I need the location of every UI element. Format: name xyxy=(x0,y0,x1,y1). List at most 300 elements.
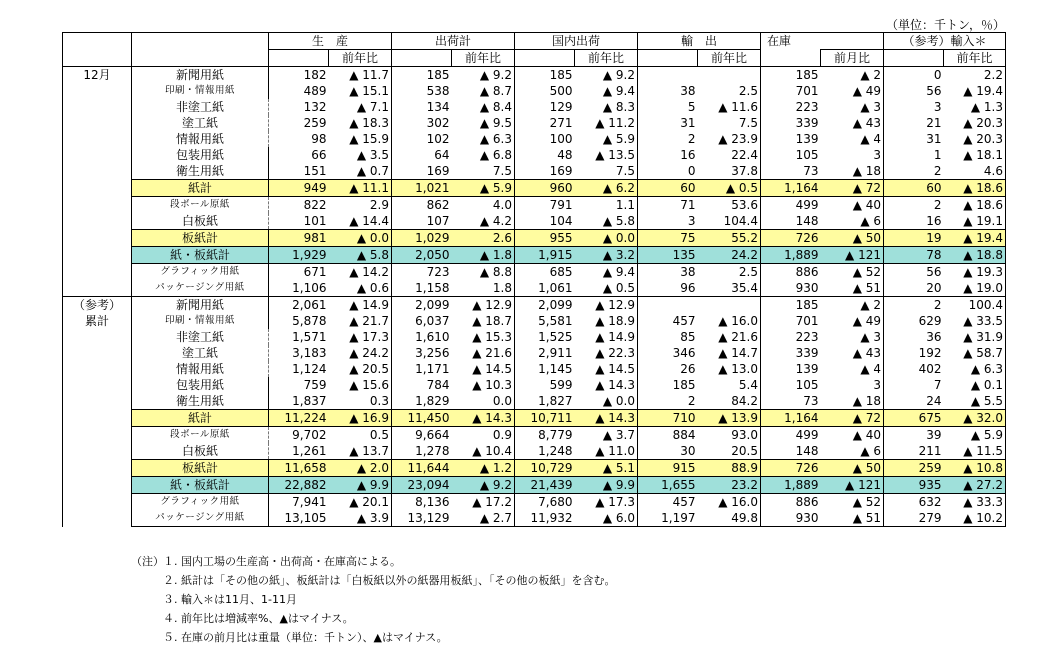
table-row xyxy=(63,180,1006,197)
table-row xyxy=(63,264,1006,281)
row-label: 塗工紙 xyxy=(132,345,269,361)
row-label: 紙計 xyxy=(132,180,269,197)
table-row xyxy=(63,297,1006,314)
cell-imports-yoy: ▲ 19.1 xyxy=(944,213,1006,230)
cell-shipments: 6,037 xyxy=(392,313,452,329)
cell-exports-yoy: ▲ 0.5 xyxy=(698,180,761,197)
cell-exports: 457 xyxy=(638,494,698,511)
cell-inventory: 701 xyxy=(761,313,821,329)
cell-production-yoy: 0.5 xyxy=(369,428,389,442)
cell-exports-yoy: 23.2 xyxy=(698,477,761,494)
note-text: 紙計は「その他の紙」、板紙計は「白板紙以外の紙器用板紙」、「その他の板紙」を含む。 xyxy=(181,574,616,587)
cell-imports: 2 xyxy=(884,197,944,214)
cell-domestic: 960 xyxy=(515,180,575,197)
cell-imports-yoy: ▲ 20.3 xyxy=(944,115,1006,131)
cell-production: 981 xyxy=(269,230,329,247)
cell-shipments: 538 xyxy=(392,83,452,99)
table-row xyxy=(63,163,1006,180)
cell-imports: 259 xyxy=(884,460,944,477)
cell-inventory: 1,164 xyxy=(761,410,821,427)
cell-production-yoy: ▲ 24.2 xyxy=(349,346,389,360)
cell-production: 1,837 xyxy=(292,394,327,408)
cell-shipments: 2,099 xyxy=(392,297,452,314)
cell-production-yoy: 0.3 xyxy=(369,394,389,408)
cell-inventory-mom: ▲ 43 xyxy=(852,346,881,360)
cell-imports-yoy: ▲ 6.3 xyxy=(944,361,1006,377)
header-domestic-shipments: 国内出荷 xyxy=(515,33,638,50)
cell-inventory-mom: ▲ 72 xyxy=(821,180,884,197)
cell-production-yoy: ▲ 9.9 xyxy=(329,477,392,494)
cell-domestic: 10,711 xyxy=(515,410,575,427)
cell-inventory-mom: ▲ 43 xyxy=(852,116,881,130)
cell-production-yoy: ▲ 5.8 xyxy=(329,247,392,264)
cell-production-yoy: ▲ 7.1 xyxy=(356,100,389,114)
cell-exports-yoy: 7.5 xyxy=(738,116,758,130)
row-label: 情報用紙 xyxy=(132,131,269,147)
cell-inventory: 223 xyxy=(761,329,821,345)
cell-exports-yoy: ▲ 23.9 xyxy=(718,132,758,146)
table-row xyxy=(63,115,1006,131)
cell-production: 9,702 xyxy=(292,428,327,442)
cell-production-yoy: 2.9 xyxy=(369,198,389,212)
cell-inventory: 886 xyxy=(761,264,821,281)
row-label: 非塗工紙 xyxy=(132,329,269,345)
row-label: 新聞用紙 xyxy=(132,297,269,314)
row-label: 衛生用紙 xyxy=(132,393,269,410)
note-line xyxy=(131,609,616,628)
cell-domestic: 185 xyxy=(515,67,575,84)
section-label-line: （参考） xyxy=(72,298,121,312)
cell-domestic-yoy: ▲ 18.9 xyxy=(595,314,635,328)
cell-exports: 5 xyxy=(638,99,698,115)
cell-domestic-yoy: ▲ 14.3 xyxy=(575,410,638,427)
cell-imports-yoy: ▲ 33.3 xyxy=(944,494,1006,511)
header-imports-yoy: 前年比 xyxy=(944,50,1006,67)
cell-domestic-yoy: ▲ 17.3 xyxy=(595,495,635,509)
cell-imports-yoy: ▲ 58.7 xyxy=(944,345,1006,361)
row-label: パッケージング用紙 xyxy=(132,280,269,297)
cell-imports: 3 xyxy=(884,99,944,115)
cell-domestic-yoy: ▲ 22.3 xyxy=(595,346,635,360)
row-label: 段ボール原紙 xyxy=(132,427,269,444)
cell-exports: 135 xyxy=(638,247,698,264)
cell-shipments: 134 xyxy=(392,99,452,115)
cell-production-yoy: ▲ 20.1 xyxy=(349,495,389,509)
cell-domestic-yoy: 1.1 xyxy=(615,198,635,212)
cell-shipments-yoy: ▲ 5.9 xyxy=(452,180,515,197)
cell-domestic-yoy: ▲ 14.5 xyxy=(595,362,635,376)
cell-shipments: 1,278 xyxy=(392,443,452,460)
cell-imports: 629 xyxy=(884,313,944,329)
cell-exports: 85 xyxy=(638,329,698,345)
cell-shipments: 862 xyxy=(392,197,452,214)
header-domestic-yoy: 前年比 xyxy=(575,50,638,67)
header-shipments-value xyxy=(392,50,452,67)
cell-imports-yoy: ▲ 1.3 xyxy=(944,99,1006,115)
note-text: 在庫の前月比は重量（単位：千トン）、▲はマイナス。 xyxy=(181,631,448,644)
cell-domestic: 1,915 xyxy=(515,247,575,264)
cell-shipments: 185 xyxy=(392,67,452,84)
cell-exports-yoy xyxy=(698,297,761,314)
row-label: グラフィック用紙 xyxy=(132,494,269,511)
cell-shipments: 107 xyxy=(392,213,452,230)
note-line xyxy=(131,571,616,590)
cell-production: 1,571 xyxy=(292,330,327,344)
cell-shipments: 1,158 xyxy=(392,280,452,297)
cell-imports: 36 xyxy=(884,329,944,345)
cell-inventory-mom: ▲ 40 xyxy=(852,198,881,212)
cell-domestic: 500 xyxy=(515,83,575,99)
cell-imports-yoy: ▲ 19.0 xyxy=(944,280,1006,297)
cell-domestic: 955 xyxy=(515,230,575,247)
note-text: 国内工場の生産高・出荷高・在庫高による。 xyxy=(181,555,401,568)
cell-imports: 2 xyxy=(884,163,944,180)
header-exports-yoy: 前年比 xyxy=(698,50,761,67)
cell-domestic: 2,911 xyxy=(515,345,575,361)
cell-exports-yoy: ▲ 16.0 xyxy=(718,314,758,328)
cell-inventory-mom: ▲ 51 xyxy=(821,510,884,527)
cell-domestic-yoy: ▲ 5.9 xyxy=(602,132,635,146)
cell-inventory-mom: ▲ 3 xyxy=(860,100,881,114)
cell-exports: 915 xyxy=(638,460,698,477)
cell-domestic: 7,680 xyxy=(515,494,575,511)
cell-exports-yoy: ▲ 13.0 xyxy=(718,362,758,376)
cell-production: 182 xyxy=(269,67,329,84)
cell-shipments-yoy: ▲ 15.3 xyxy=(472,330,512,344)
cell-exports: 38 xyxy=(638,83,698,99)
cell-shipments-yoy: ▲ 1.2 xyxy=(452,460,515,477)
cell-exports: 185 xyxy=(638,377,698,393)
cell-production: 1,106 xyxy=(292,281,327,295)
cell-inventory-mom: 3 xyxy=(873,378,881,392)
cell-shipments-yoy: ▲ 14.3 xyxy=(452,410,515,427)
cell-shipments: 11,644 xyxy=(392,460,452,477)
cell-inventory-mom: ▲ 121 xyxy=(821,477,884,494)
cell-inventory-mom: ▲ 121 xyxy=(821,247,884,264)
cell-exports: 2 xyxy=(638,393,698,410)
cell-domestic-yoy: ▲ 9.9 xyxy=(575,477,638,494)
cell-shipments: 1,829 xyxy=(392,393,452,410)
cell-inventory: 1,164 xyxy=(761,180,821,197)
header-inventory-mom: 前月比 xyxy=(821,50,884,67)
cell-imports: 632 xyxy=(884,494,944,511)
note-line xyxy=(131,552,616,571)
cell-shipments-yoy: ▲ 17.2 xyxy=(472,495,512,509)
cell-imports: 39 xyxy=(884,427,944,444)
unit-label: （単位：千トン，％） xyxy=(886,18,1006,32)
cell-shipments-yoy: ▲ 8.7 xyxy=(479,84,512,98)
cell-shipments: 723 xyxy=(392,264,452,281)
cell-imports: 24 xyxy=(884,393,944,410)
header-domestic-value xyxy=(515,50,575,67)
cell-inventory-mom: ▲ 18 xyxy=(852,394,881,408)
cell-exports: 16 xyxy=(638,147,698,163)
cell-shipments-yoy: 7.5 xyxy=(492,164,512,178)
cell-production-yoy: ▲ 14.9 xyxy=(329,297,392,314)
cell-exports-yoy: 35.4 xyxy=(731,281,758,295)
cell-imports: 0 xyxy=(884,67,944,84)
cell-exports xyxy=(638,297,698,314)
cell-domestic: 169 xyxy=(515,163,575,180)
cell-inventory-mom: ▲ 4 xyxy=(860,362,881,376)
cell-imports-yoy: 100.4 xyxy=(944,297,1006,314)
header-blank-item xyxy=(132,33,269,67)
cell-domestic: 599 xyxy=(515,377,575,393)
table-row xyxy=(63,393,1006,410)
cell-exports xyxy=(638,67,698,84)
cell-imports-yoy: ▲ 18.6 xyxy=(944,197,1006,214)
cell-exports-yoy: 20.5 xyxy=(731,444,758,458)
cell-exports-yoy: ▲ 16.0 xyxy=(718,495,758,509)
row-label: 段ボール原紙 xyxy=(132,197,269,214)
cell-domestic: 1,827 xyxy=(515,393,575,410)
cell-domestic: 1,248 xyxy=(515,443,575,460)
cell-inventory-mom: ▲ 4 xyxy=(860,132,881,146)
cell-exports: 0 xyxy=(638,163,698,180)
cell-exports-yoy: 5.4 xyxy=(738,378,758,392)
cell-domestic-yoy: 7.5 xyxy=(615,164,635,178)
cell-exports-yoy: 37.8 xyxy=(731,164,758,178)
cell-exports-yoy: 2.5 xyxy=(738,265,758,279)
cell-production: 151 xyxy=(303,164,327,178)
cell-domestic-yoy: ▲ 5.1 xyxy=(575,460,638,477)
cell-inventory-mom: ▲ 18 xyxy=(852,164,881,178)
cell-exports-yoy: 88.9 xyxy=(698,460,761,477)
cell-domestic: 271 xyxy=(515,115,575,131)
note-number: ２. xyxy=(163,574,178,587)
header-production: 生 産 xyxy=(269,33,392,50)
cell-shipments-yoy: ▲ 9.2 xyxy=(452,67,515,84)
cell-domestic: 1,145 xyxy=(515,361,575,377)
cell-inventory: 148 xyxy=(761,213,821,230)
cell-shipments-yoy: ▲ 9.5 xyxy=(479,116,512,130)
cell-domestic-yoy: ▲ 8.3 xyxy=(602,100,635,114)
cell-shipments-yoy: ▲ 2.7 xyxy=(452,510,515,527)
cell-shipments: 9,664 xyxy=(392,427,452,444)
cell-production: 7,941 xyxy=(292,495,327,509)
cell-inventory-mom: ▲ 50 xyxy=(821,230,884,247)
cell-inventory: 886 xyxy=(761,494,821,511)
cell-production: 11,224 xyxy=(269,410,329,427)
cell-shipments: 1,021 xyxy=(392,180,452,197)
cell-shipments: 169 xyxy=(392,163,452,180)
table-row xyxy=(63,460,1006,477)
cell-imports-yoy: ▲ 19.4 xyxy=(944,83,1006,99)
cell-imports: 402 xyxy=(884,361,944,377)
cell-exports-yoy: ▲ 21.6 xyxy=(718,330,758,344)
cell-exports: 31 xyxy=(638,115,698,131)
table-row xyxy=(63,377,1006,393)
cell-shipments-yoy: ▲ 6.8 xyxy=(479,148,512,162)
cell-production: 132 xyxy=(303,100,327,114)
cell-exports-yoy: 22.4 xyxy=(731,148,758,162)
cell-production-yoy: ▲ 0.0 xyxy=(329,230,392,247)
cell-inventory: 1,889 xyxy=(761,247,821,264)
cell-imports: 1 xyxy=(884,147,944,163)
cell-production-yoy: ▲ 3.9 xyxy=(329,510,392,527)
cell-shipments: 13,129 xyxy=(392,510,452,527)
cell-domestic: 1,061 xyxy=(515,280,575,297)
cell-imports-yoy: 4.6 xyxy=(944,163,1006,180)
cell-production-yoy: ▲ 3.5 xyxy=(356,148,389,162)
cell-domestic: 11,932 xyxy=(515,510,575,527)
cell-production-yoy: ▲ 21.7 xyxy=(349,314,389,328)
cell-shipments: 11,450 xyxy=(392,410,452,427)
header-shipments: 出荷計 xyxy=(392,33,515,50)
note-line xyxy=(131,590,616,609)
cell-imports: 56 xyxy=(884,264,944,281)
cell-imports: 935 xyxy=(884,477,944,494)
row-label: 紙・板紙計 xyxy=(132,477,269,494)
table-row xyxy=(63,147,1006,163)
row-label: 紙計 xyxy=(132,410,269,427)
cell-production: 3,183 xyxy=(292,346,327,360)
cell-shipments-yoy: ▲ 10.4 xyxy=(472,444,512,458)
cell-exports-yoy xyxy=(698,67,761,84)
cell-inventory: 930 xyxy=(761,510,821,527)
paper-statistics-table xyxy=(62,32,1006,527)
cell-inventory: 73 xyxy=(761,393,821,410)
cell-production: 949 xyxy=(269,180,329,197)
cell-exports: 457 xyxy=(638,313,698,329)
note-line xyxy=(131,628,616,647)
cell-imports-yoy: ▲ 27.2 xyxy=(944,477,1006,494)
cell-exports: 38 xyxy=(638,264,698,281)
cell-production-yoy: ▲ 17.3 xyxy=(349,330,389,344)
cell-domestic: 2,099 xyxy=(515,297,575,314)
cell-inventory: 139 xyxy=(761,361,821,377)
cell-production: 822 xyxy=(303,198,327,212)
cell-domestic: 100 xyxy=(515,131,575,147)
cell-exports-yoy: 2.5 xyxy=(738,84,758,98)
cell-imports: 2 xyxy=(884,297,944,314)
cell-production-yoy: ▲ 14.4 xyxy=(349,214,389,228)
row-label: 板紙計 xyxy=(132,460,269,477)
table-row xyxy=(63,477,1006,494)
cell-shipments: 3,256 xyxy=(392,345,452,361)
cell-domestic-yoy: ▲ 0.5 xyxy=(602,281,635,295)
header-exports-value xyxy=(638,50,698,67)
table-row xyxy=(63,131,1006,147)
cell-imports-yoy: ▲ 10.2 xyxy=(944,510,1006,527)
cell-production-yoy: ▲ 16.9 xyxy=(329,410,392,427)
cell-imports-yoy: ▲ 11.5 xyxy=(944,443,1006,460)
row-label: 新聞用紙 xyxy=(132,67,269,84)
cell-shipments: 1,171 xyxy=(392,361,452,377)
table-row xyxy=(63,443,1006,460)
cell-exports: 346 xyxy=(638,345,698,361)
cell-inventory-mom: ▲ 40 xyxy=(852,428,881,442)
cell-domestic-yoy: ▲ 11.0 xyxy=(595,444,635,458)
notes xyxy=(131,552,616,647)
cell-exports: 3 xyxy=(638,213,698,230)
row-label: 板紙計 xyxy=(132,230,269,247)
note-number: ３. xyxy=(163,593,178,606)
cell-domestic-yoy: ▲ 11.2 xyxy=(595,116,635,130)
cell-production: 98 xyxy=(311,132,327,146)
cell-imports: 21 xyxy=(884,115,944,131)
cell-exports-yoy: ▲ 11.6 xyxy=(718,100,758,114)
row-label: グラフィック用紙 xyxy=(132,264,269,281)
cell-domestic: 1,525 xyxy=(515,329,575,345)
cell-production: 1,929 xyxy=(269,247,329,264)
table-row xyxy=(63,197,1006,214)
cell-inventory: 726 xyxy=(761,460,821,477)
cell-imports: 60 xyxy=(884,180,944,197)
cell-production: 1,261 xyxy=(292,444,327,458)
header-inventory-value xyxy=(761,50,821,67)
header-imports: （参考）輸入＊ xyxy=(884,33,1006,50)
cell-exports: 75 xyxy=(638,230,698,247)
table-row xyxy=(63,313,1006,329)
cell-inventory: 499 xyxy=(761,197,821,214)
cell-shipments: 64 xyxy=(392,147,452,163)
cell-inventory: 499 xyxy=(761,427,821,444)
cell-inventory: 139 xyxy=(761,131,821,147)
cell-inventory: 185 xyxy=(761,67,821,84)
cell-production: 1,124 xyxy=(292,362,327,376)
cell-imports: 675 xyxy=(884,410,944,427)
cell-shipments: 102 xyxy=(392,131,452,147)
cell-imports-yoy: 2.2 xyxy=(944,67,1006,84)
cell-inventory-mom: 3 xyxy=(873,148,881,162)
cell-domestic-yoy: ▲ 0.0 xyxy=(575,230,638,247)
cell-production-yoy: ▲ 15.1 xyxy=(349,84,389,98)
cell-domestic-yoy: ▲ 6.0 xyxy=(575,510,638,527)
cell-production-yoy: ▲ 15.6 xyxy=(349,378,389,392)
row-label: 情報用紙 xyxy=(132,361,269,377)
note-text: 輸入＊は11月、1-11月 xyxy=(181,593,297,606)
cell-exports: 710 xyxy=(638,410,698,427)
cell-inventory-mom: ▲ 52 xyxy=(852,495,881,509)
table-row xyxy=(63,99,1006,115)
cell-inventory: 930 xyxy=(761,280,821,297)
note-number: ５. xyxy=(163,631,178,644)
cell-shipments-yoy: 1.8 xyxy=(492,281,512,295)
note-lead: （注） xyxy=(131,555,164,568)
cell-exports: 30 xyxy=(638,443,698,460)
cell-shipments-yoy: 2.6 xyxy=(452,230,515,247)
cell-domestic: 48 xyxy=(515,147,575,163)
cell-production-yoy: ▲ 0.7 xyxy=(356,164,389,178)
row-label: パッケージング用紙 xyxy=(132,510,269,527)
cell-inventory-mom: ▲ 52 xyxy=(852,265,881,279)
cell-domestic-yoy: ▲ 14.3 xyxy=(595,378,635,392)
cell-production: 759 xyxy=(303,378,327,392)
cell-inventory: 105 xyxy=(761,147,821,163)
cell-exports-yoy: 24.2 xyxy=(698,247,761,264)
cell-inventory-mom: ▲ 2 xyxy=(821,297,884,314)
cell-imports-yoy: ▲ 32.0 xyxy=(944,410,1006,427)
section-label-line: 累計 xyxy=(84,314,109,328)
cell-shipments-yoy: 4.0 xyxy=(492,198,512,212)
cell-exports: 2 xyxy=(638,131,698,147)
cell-domestic-yoy: ▲ 13.5 xyxy=(595,148,635,162)
cell-shipments-yoy: ▲ 14.5 xyxy=(472,362,512,376)
cell-shipments: 1,029 xyxy=(392,230,452,247)
cell-imports: 78 xyxy=(884,247,944,264)
cell-imports-yoy: ▲ 19.4 xyxy=(944,230,1006,247)
cell-imports-yoy: ▲ 18.6 xyxy=(944,180,1006,197)
table-row xyxy=(63,247,1006,264)
table-row xyxy=(63,213,1006,230)
cell-production: 2,061 xyxy=(269,297,329,314)
table-row xyxy=(63,67,1006,84)
header-inventory: 在庫 xyxy=(761,33,884,50)
table-row xyxy=(63,329,1006,345)
cell-inventory: 339 xyxy=(761,345,821,361)
cell-imports-yoy: ▲ 5.5 xyxy=(944,393,1006,410)
